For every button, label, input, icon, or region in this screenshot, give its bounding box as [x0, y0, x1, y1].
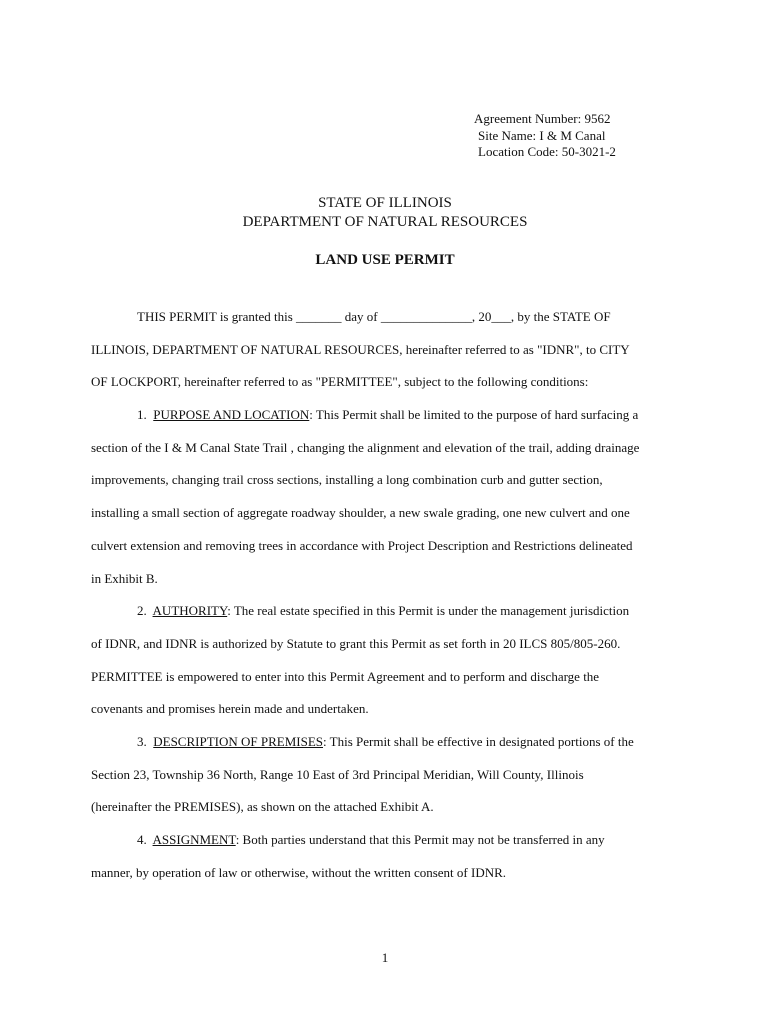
agreement-number: Agreement Number: 9562: [474, 111, 611, 126]
section-number: 3.: [137, 733, 147, 749]
section-text: : This Permit shall be limited to the purpose of hard surfacing a: [309, 407, 639, 423]
section-line: of IDNR, and IDNR is authorized by Statute to grant this Permit as set forth in 20 ILCS 805/805-260.: [91, 635, 621, 651]
section-line: culvert extension and removing trees in accordance with Project Description and Restrictions delineated: [91, 537, 633, 553]
section-line: PERMITTEE is empowered to enter into this Permit Agreement and to perform and discharge the: [91, 668, 600, 684]
section-text: : The real estate specified in this Permit is under the management jurisdiction: [227, 603, 630, 619]
section-4-first-line: [91, 824, 691, 857]
section-line: installing a small section of aggregate roadway shoulder, a new swale grading, one new culvert and one: [91, 505, 630, 521]
section-line: covenants and promises herein made and undertaken.: [91, 701, 369, 717]
section-line: improvements, changing trail cross sections, installing a long combination curb and gutter section,: [91, 472, 603, 488]
section-text: : This Permit shall be effective in designated portions of the: [323, 733, 634, 749]
permit-title: LAND USE PERMIT: [315, 252, 455, 268]
section-line: in Exhibit B.: [91, 570, 158, 586]
state-title: STATE OF ILLINOIS: [318, 195, 452, 211]
agreement-header: [474, 111, 616, 161]
section-line: section of the I & M Canal State Trail , changing the alignment and elevation of the trail, adding drainage: [91, 439, 640, 455]
agency-title: [0, 194, 770, 232]
intro-line: OF LOCKPORT, hereinafter referred to as "PERMITTEE", subject to the following conditions:: [91, 374, 589, 390]
department-title: DEPARTMENT OF NATURAL RESOURCES: [242, 214, 528, 230]
document-body: [91, 301, 691, 889]
section-number: 4.: [137, 832, 147, 847]
location-code: Location Code: 50-3021-2: [478, 144, 616, 159]
site-name: Site Name: I & M Canal: [478, 127, 606, 143]
section-heading: PURPOSE AND LOCATION: [153, 407, 310, 423]
section-heading: AUTHORITY: [152, 603, 228, 619]
section-line: manner, by operation of law or otherwise, without the written consent of IDNR.: [91, 864, 507, 880]
section-heading: DESCRIPTION OF PREMISES: [153, 733, 324, 749]
section-heading: ASSIGNMENT: [152, 832, 236, 847]
section-1-first-line: [91, 399, 691, 432]
intro-line: ILLINOIS, DEPARTMENT OF NATURAL RESOURCES, hereinafter referred to as "IDNR", to CITY: [91, 341, 630, 357]
section-2-first-line: [91, 595, 691, 628]
section-line: Section 23, Township 36 North, Range 10 East of 3rd Principal Meridian, Will County, Illinois: [91, 766, 584, 782]
section-text: : Both parties understand that this Permit may not be transferred in any: [235, 832, 605, 847]
section-number: 1.: [137, 407, 147, 423]
section-number: 2.: [137, 603, 147, 619]
section-3-first-line: [91, 726, 691, 759]
intro-line: THIS PERMIT is granted this _______ day of ______________, 20___, by the STATE OF: [137, 309, 611, 324]
page-number: 1: [381, 950, 389, 965]
section-line: (hereinafter the PREMISES), as shown on the attached Exhibit A.: [91, 799, 434, 815]
